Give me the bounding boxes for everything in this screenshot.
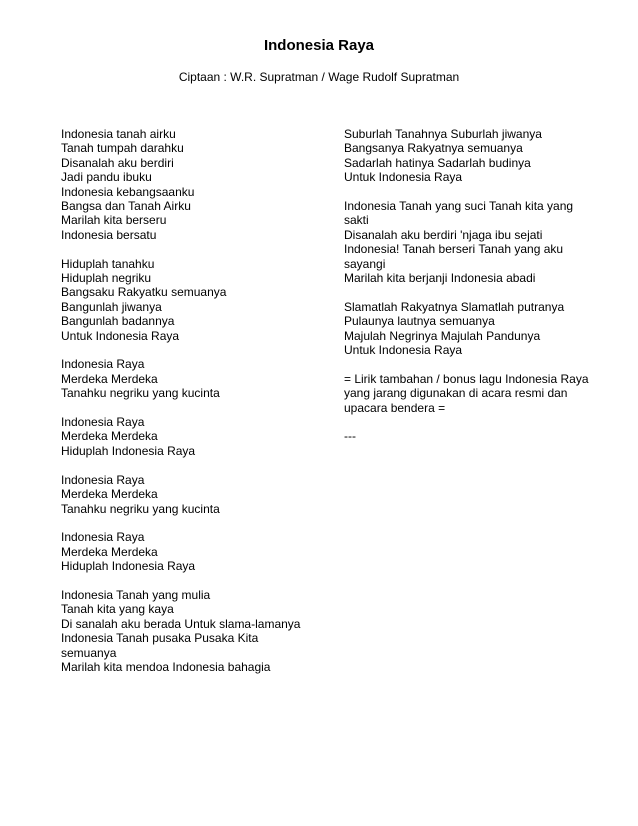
lyric-line: sakti (344, 213, 369, 228)
page-title: Indonesia Raya (263, 37, 375, 54)
separator-text: --- (344, 429, 356, 444)
lyric-line: Tanah kita yang kaya (61, 602, 174, 617)
lyric-line: Disanalah aku berdiri (61, 155, 174, 170)
bonus-lyrics-note: = Lirik tambahan / bonus lagu Indonesia Raya yang jarang digunakan di acara resmi dan upacara bendera = (344, 371, 589, 415)
lyric-line: Indonesia bersatu (61, 227, 157, 242)
lyric-line: Indonesia Tanah pusaka Pusaka Kita (61, 631, 259, 646)
lyric-line: Bangunlah badannya (61, 314, 175, 329)
lyric-line: Hiduplah tanahku (61, 256, 155, 271)
lyric-line: Indonesia tanah airku (61, 127, 176, 141)
lyric-line: sayangi (344, 256, 386, 271)
left-stanza (61, 257, 321, 343)
lyric-line: Bangunlah jiwanya (61, 299, 162, 314)
lyric-line: Hiduplah Indonesia Raya (61, 559, 196, 574)
lyric-line: Merdeka Merdeka (61, 544, 158, 559)
lyric-line: Disanalah aku berdiri 'njaga ibu sejati (344, 227, 543, 242)
right-stanza (344, 199, 606, 285)
lyric-line: Tanah tumpah darahku (61, 141, 184, 156)
lyric-line: Jadi pandu ibuku (61, 170, 152, 185)
lyric-line: Untuk Indonesia Raya (344, 170, 463, 185)
lyric-line: Marilah kita berjanji Indonesia abadi (344, 271, 536, 286)
left-stanza (61, 415, 321, 458)
lyric-line: Indonesia Raya (61, 530, 145, 545)
right-stanza (344, 300, 606, 358)
lyric-line: Tanahku negriku yang kucinta (61, 386, 220, 401)
lyric-line: Bangsaku Rakyatku semuanya (61, 285, 227, 300)
lyric-line: Bangsa dan Tanah Airku (61, 199, 191, 214)
left-stanza (61, 530, 321, 573)
left-stanza (61, 127, 321, 242)
lyric-line: Untuk Indonesia Raya (344, 343, 463, 358)
lyric-line: Hiduplah Indonesia Raya (61, 443, 196, 458)
lyric-line: Di sanalah aku berada Untuk slama-lamanya (61, 616, 301, 631)
lyric-line: Untuk Indonesia Raya (61, 328, 180, 343)
left-stanza (61, 473, 321, 516)
lyric-line: Indonesia Tanah yang mulia (61, 587, 211, 602)
lyric-line: Hiduplah negriku (61, 271, 152, 286)
lyric-line: Indonesia Raya (61, 357, 145, 372)
lyrics-left-column (61, 127, 321, 689)
lyric-line: semuanya (61, 645, 117, 660)
lyric-line: Merdeka Merdeka (61, 487, 158, 502)
lyric-line: Indonesia Raya (61, 415, 145, 430)
lyric-line: Indonesia Raya (61, 472, 145, 487)
lyric-line: Merdeka Merdeka (61, 429, 158, 444)
lyric-line: Marilah kita berseru (61, 213, 167, 228)
lyric-line: Suburlah Tanahnya Suburlah jiwanya (344, 127, 542, 141)
lyric-line: Merdeka Merdeka (61, 371, 158, 386)
lyric-line: Indonesia Tanah yang suci Tanah kita yang (344, 199, 574, 214)
lyric-line: Indonesia! Tanah berseri Tanah yang aku (344, 242, 564, 257)
lyric-line: Tanahku negriku yang kucinta (61, 501, 220, 516)
lyric-line: Majulah Negrinya Majulah Pandunya (344, 328, 541, 343)
right-stanzas (344, 127, 606, 357)
lyric-line: Slamatlah Rakyatnya Slamatlah putranya (344, 299, 565, 314)
lyric-line: Bangsanya Rakyatnya semuanya (344, 141, 523, 156)
lyric-line: Indonesia kebangsaanku (61, 184, 195, 199)
lyrics-right-column (344, 127, 606, 458)
right-stanza (344, 127, 606, 185)
left-stanza (61, 357, 321, 400)
lyric-line: Marilah kita mendoa Indonesia bahagia (61, 659, 271, 674)
lyric-line: Pulaunya lautnya semuanya (344, 314, 495, 329)
left-stanza (61, 588, 321, 674)
composer-credit: Ciptaan : W.R. Supratman / Wage Rudolf Supratman (178, 70, 460, 84)
lyric-line: Sadarlah hatinya Sadarlah budinya (344, 155, 531, 170)
